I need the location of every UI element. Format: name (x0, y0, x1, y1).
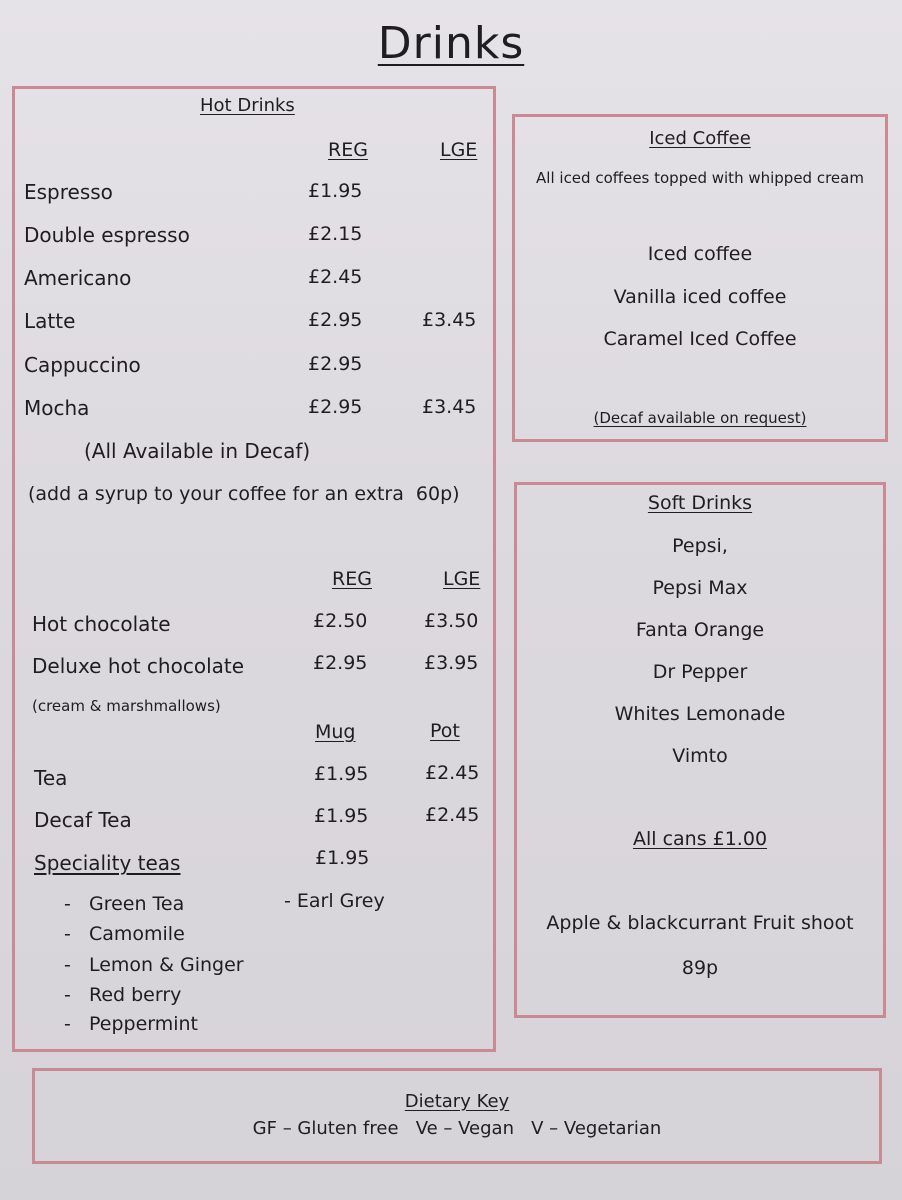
coffee-reg-header: REG (328, 139, 368, 161)
speciality-teas-price: £1.95 (315, 847, 370, 869)
item-pot-price: £2.45 (425, 762, 480, 784)
hot-drinks-heading: Hot Drinks (200, 95, 295, 116)
decaf-note: (All Available in Decaf) (84, 439, 311, 463)
item-name: Cappuccino (24, 353, 141, 377)
iced-coffee-decaf-note: (Decaf available on request) (593, 409, 807, 427)
coffee-lge-header: LGE (440, 139, 478, 161)
item-reg-price: £2.95 (313, 652, 368, 674)
speciality-tea-item: - Green Tea (64, 893, 185, 915)
item-name: Mocha (24, 396, 90, 420)
speciality-tea-item: - Lemon & Ginger (64, 954, 244, 976)
syrup-note: (add a syrup to your coffee for an extra 60p) (28, 483, 460, 505)
item-lge-price: £3.45 (422, 309, 477, 331)
item-lge-price: £3.45 (422, 396, 477, 418)
fruit-shoot-price: 89p (681, 957, 719, 979)
deluxe-note: (cream & marshmallows) (32, 697, 221, 715)
item-name: Americano (24, 266, 132, 290)
item-reg-price: £2.45 (308, 266, 363, 288)
soft-drink-item: Pepsi Max (652, 577, 748, 599)
item-name: Espresso (24, 180, 113, 204)
speciality-tea-item: - Peppermint (64, 1013, 199, 1035)
cans-price: All cans £1.00 (632, 828, 768, 850)
soft-drink-item: Dr Pepper (652, 661, 748, 683)
iced-coffee-heading: Iced Coffee (649, 128, 751, 149)
fruit-shoot-item: Apple & blackcurrant Fruit shoot (546, 912, 854, 934)
item-reg-price: £2.95 (308, 396, 363, 418)
item-name: Tea (34, 766, 68, 790)
item-mug-price: £1.95 (314, 805, 369, 827)
item-lge-price: £3.95 (424, 652, 479, 674)
iced-coffee-item: Caramel Iced Coffee (603, 328, 797, 350)
item-name: Hot chocolate (32, 612, 171, 636)
chocolate-reg-header: REG (332, 568, 372, 590)
item-pot-price: £2.45 (425, 804, 480, 826)
dietary-key-box (32, 1068, 882, 1164)
item-reg-price: £2.95 (308, 353, 363, 375)
item-name: Double espresso (24, 223, 190, 247)
iced-coffee-note: All iced coffees topped with whipped cream (536, 169, 864, 187)
iced-coffee-box (512, 114, 888, 442)
item-name: Deluxe hot chocolate (32, 654, 245, 678)
soft-drink-item: Vimto (672, 745, 728, 767)
speciality-teas-heading: Speciality teas (34, 851, 181, 875)
soft-drink-item: Pepsi, (672, 535, 728, 557)
page-title: Drinks (377, 18, 525, 69)
soft-drink-item: Fanta Orange (635, 619, 765, 641)
item-mug-price: £1.95 (314, 763, 369, 785)
item-reg-price: £2.15 (308, 223, 363, 245)
dietary-key-heading: Dietary Key (404, 1091, 510, 1112)
speciality-tea-item: - Camomile (64, 923, 185, 945)
item-name: Latte (24, 309, 76, 333)
iced-coffee-item: Iced coffee (647, 243, 753, 265)
item-reg-price: £1.95 (308, 180, 363, 202)
dietary-key-text: GF – Gluten free Ve – Vegan V – Vegetarian (252, 1118, 662, 1139)
tea-pot-header: Pot (430, 720, 460, 742)
item-reg-price: £2.50 (313, 610, 368, 632)
speciality-tea-item: - Red berry (64, 984, 182, 1006)
item-lge-price: £3.50 (424, 610, 479, 632)
item-name: Decaf Tea (34, 808, 132, 832)
tea-mug-header: Mug (315, 721, 356, 743)
iced-coffee-item: Vanilla iced coffee (613, 286, 787, 308)
chocolate-lge-header: LGE (443, 568, 481, 590)
soft-drinks-heading: Soft Drinks (647, 492, 753, 514)
soft-drink-item: Whites Lemonade (614, 703, 786, 725)
speciality-tea-item: - Earl Grey (284, 890, 385, 912)
item-reg-price: £2.95 (308, 309, 363, 331)
